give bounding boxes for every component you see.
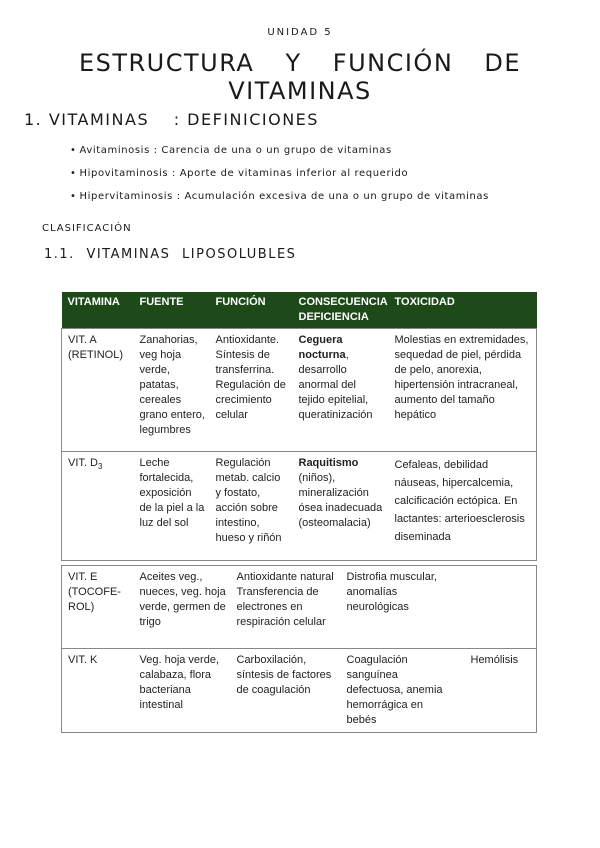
table-cell: Cefaleas, debilidad náuseas, hipercalcemia, calcificación ectópica. En lactantes: arterioesclerosis diseminada: [394, 459, 525, 543]
definition-term: Hipervitaminosis: [79, 191, 173, 202]
table-row: [62, 452, 537, 561]
subsection-number: 1.1.: [44, 247, 75, 262]
section-title: VITAMINAS: [48, 110, 150, 129]
vitamin-name: VIT. D: [68, 457, 98, 469]
list-item: [70, 145, 489, 168]
list-item: [70, 191, 489, 214]
deficiency-text: , desarrollo anormal del tejido epitelial, queratinización: [298, 349, 373, 421]
definition-term: Hipovitaminosis: [79, 168, 169, 179]
vitamins-table: [61, 292, 537, 561]
table-cell: [293, 329, 389, 452]
table-row: [62, 566, 537, 649]
column-header: TOXICIDAD: [389, 292, 537, 329]
table-cell: VIT. E (TOCOFE-ROL): [68, 571, 121, 613]
vitamin-subscript: 3: [97, 462, 103, 472]
table-cell: Veg. hoja verde, calabaza, flora bacteriana intestinal: [139, 654, 220, 711]
table-cell: Antioxidante natural Transferencia de electrones en respiración celular: [236, 571, 334, 628]
column-header: FUNCIÓN: [210, 292, 293, 329]
vitamins-table-continued: [61, 565, 537, 733]
section-subtitle: : DEFINICIONES: [173, 110, 319, 129]
unit-label: UNIDAD 5: [267, 27, 333, 38]
table-cell: Distrofia muscular, anomalías neurológicas: [346, 571, 437, 613]
table-cell: [293, 452, 389, 561]
deficiency-text: (niños), mineralización ósea inadecuada (osteomalacia): [298, 472, 383, 529]
subsection-heading: [44, 247, 296, 262]
column-header: FUENTE: [134, 292, 210, 329]
table-cell: VIT. K: [68, 654, 98, 666]
definition-text: : Aporte de vitaminas inferior al requerido: [171, 168, 409, 179]
table-cell: Molestias en extremidades, sequedad de piel, pérdida de pelo, anorexia, hipertensión intracraneal, aumento del tamaño hepático: [394, 334, 529, 421]
table-cell: Antioxidante. Síntesis de transferrina. Regulación de crecimiento celular: [215, 334, 286, 421]
list-item: [70, 168, 489, 191]
definition-term: Avitaminosis: [79, 145, 150, 156]
table-cell: Regulación metab. calcio y fostato, acción sobre intestino, hueso y riñón: [215, 457, 282, 544]
definition-text: : Carencia de una o un grupo de vitaminas: [153, 145, 392, 156]
subsection-title: VITAMINAS LIPOSOLUBLES: [86, 247, 297, 262]
table-cell: Leche fortalecida, exposición de la piel a la luz del sol: [139, 457, 205, 529]
table-cell: Hemólisis: [470, 654, 519, 666]
table-row: [62, 649, 537, 733]
deficiency-highlight: Raquitismo: [298, 457, 359, 469]
definition-text: : Acumulación excesiva de una o un grupo de vitaminas: [176, 191, 489, 202]
table-cell: [459, 566, 537, 649]
table-cell: VIT. A (RETINOL): [68, 334, 123, 361]
page-title: ESTRUCTURA Y FUNCIÓN DE VITAMINAS: [78, 49, 522, 105]
table-row: [62, 329, 537, 452]
table-cell: Zanahorias, veg hoja verde, patatas, cereales grano entero, legumbres: [139, 334, 205, 436]
section-heading: [24, 110, 319, 129]
definitions-list: [70, 145, 489, 214]
table-cell: Aceites veg., nueces, veg. hoja verde, germen de trigo: [139, 571, 226, 628]
column-header: CONSECUENCIA DEFICIENCIA: [293, 292, 389, 329]
section-number: 1.: [24, 110, 43, 129]
deficiency-highlight: Ceguera nocturna: [298, 334, 346, 361]
table-cell: Carboxilación, síntesis de factores de coagulación: [236, 654, 332, 696]
table-cell: [62, 452, 134, 561]
table-cell: Coagulación sanguínea defectuosa, anemia hemorrágica en bebés: [346, 654, 443, 726]
table-header-row: [62, 292, 537, 329]
column-header: VITAMINA: [62, 292, 134, 329]
classification-label: CLASIFICACIÓN: [42, 223, 132, 234]
